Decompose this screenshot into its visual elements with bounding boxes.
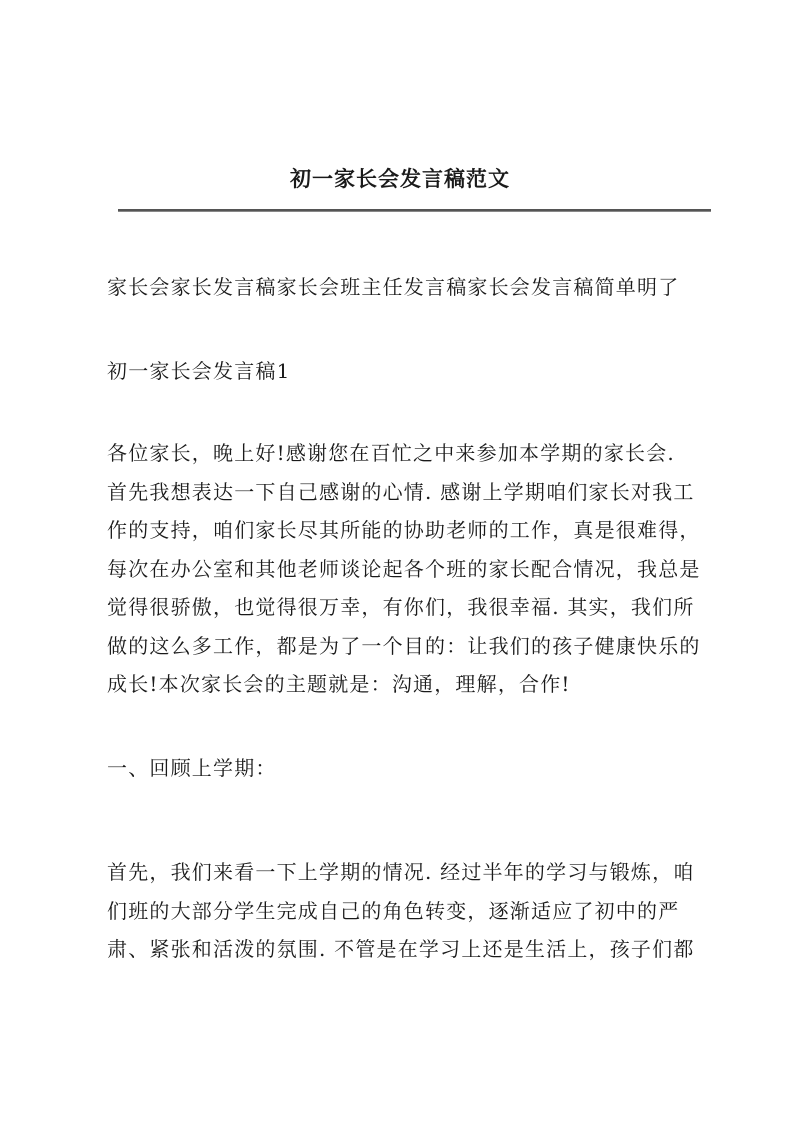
title-divider	[118, 209, 711, 212]
paragraph-line: 作的支持，咱们家长尽其所能的协助老师的工作，真是很难得，	[107, 518, 701, 542]
paragraph-line: 成长!本次家长会的主题就是：沟通，理解，合作!	[107, 672, 571, 696]
paragraph-line: 每次在办公室和其他老师谈论起各个班的家长配合情况，我总是	[107, 556, 701, 581]
paragraph-line: 做的这么多工作，都是为了一个目的：让我们的孩子健康快乐的	[107, 633, 701, 658]
paragraph-line: 首先，我们来看一下上学期的情况. 经过半年的学习与锻炼，咱	[107, 860, 695, 884]
section-heading: 初一家长会发言稿1	[107, 359, 291, 383]
paragraph-line: 各位家长，晚上好!感谢您在百忙之中来参加本学期的家长会.	[107, 441, 675, 465]
paragraph-1	[107, 434, 712, 704]
paragraph-line: 觉得很骄傲，也觉得很万幸，有你们，我很幸福. 其实，我们所	[107, 595, 695, 619]
document-title: 初一家长会发言稿范文	[290, 166, 510, 191]
paragraph-line: 肃、紧张和活泼的氛围. 不管是在学习上还是生活上，孩子们都	[107, 937, 695, 961]
keywords-line: 家长会家长发言稿家长会班主任发言稿家长会发言稿简单明了	[107, 275, 680, 299]
paragraph-2	[107, 853, 712, 969]
paragraph-line: 首先我想表达一下自己感谢的心情. 感谢上学期咱们家长对我工	[107, 479, 695, 504]
subheading-review: 一、回顾上学期：	[107, 756, 277, 780]
paragraph-line: 们班的大部分学生完成自己的角色转变，逐渐适应了初中的严	[107, 898, 680, 923]
